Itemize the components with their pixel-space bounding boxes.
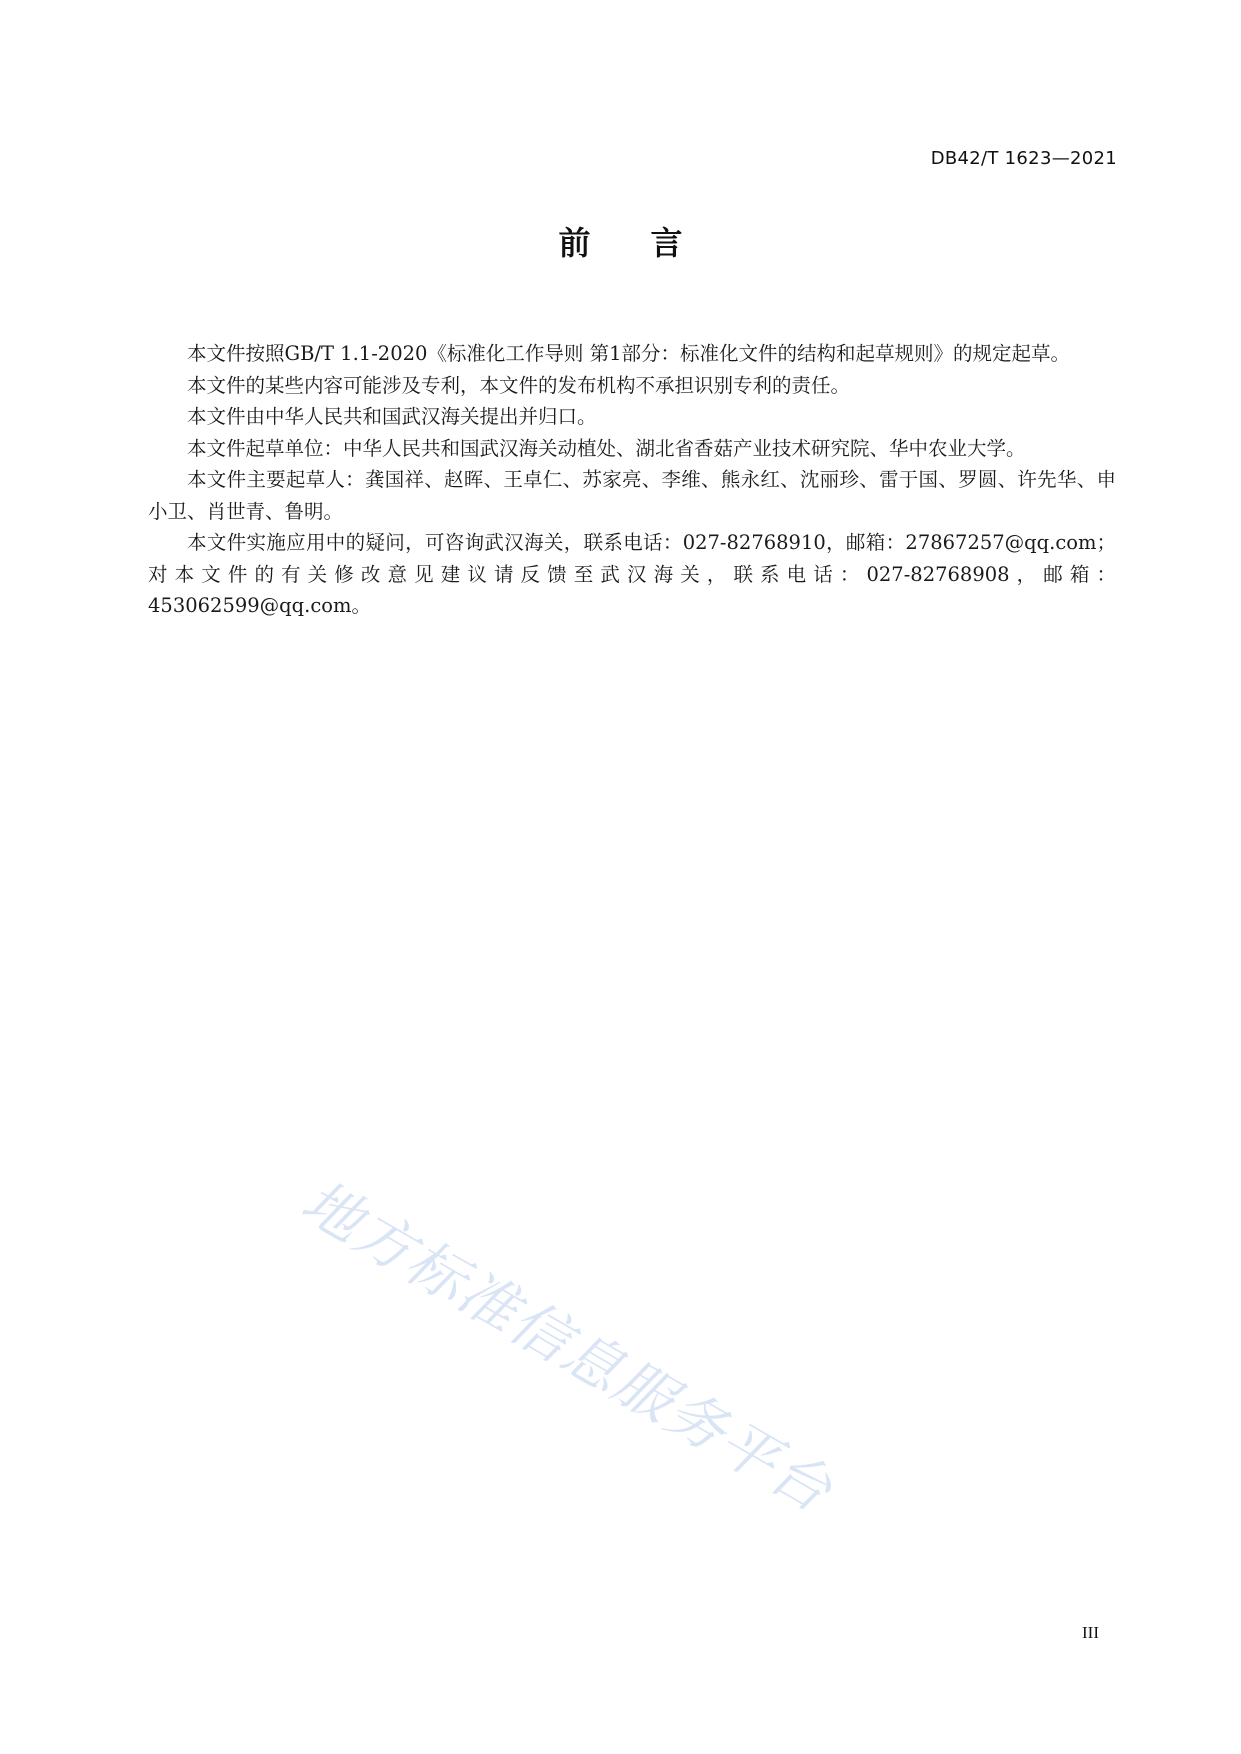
foreword-body [148, 338, 1116, 622]
watermark: 地方标准信息服务平台 [290, 1166, 845, 1526]
paragraph-proposer: 本文件由中华人民共和国武汉海关提出并归口。 [187, 405, 597, 428]
paragraph-patent-notice: 本文件的某些内容可能涉及专利，本文件的发布机构不承担识别专利的责任。 [187, 373, 851, 397]
page-title: 前言 [558, 224, 743, 262]
paragraph-drafting-rules: 本文件按照GB/T 1.1-2020《标准化工作导则 第1部分：标准化文件的结构和起草规则》的规定起草。 [187, 342, 1071, 365]
document-code: DB42/T 1623—2021 [930, 148, 1117, 169]
paragraph-drafting-units: 本文件起草单位：中华人民共和国武汉海关动植处、湖北省香菇产业技术研究院、华中农业大学。 [187, 436, 1026, 460]
page-number: III [1082, 1623, 1099, 1642]
paragraph-contact: 本文件实施应用中的疑问，可咨询武汉海关，联系电话：027-82768910，邮箱：27867257@qq.com；对本文件的有关修改意见建议请反馈至武汉海关，联系电话：027-82768908，邮箱：453062599@qq.com。 [148, 531, 1116, 617]
paragraph-drafters: 本文件主要起草人：龚国祥、赵晖、王卓仁、苏家亮、李维、熊永红、沈丽珍、雷于国、罗圆、许先华、申小卫、肖世青、鲁明。 [148, 468, 1116, 523]
